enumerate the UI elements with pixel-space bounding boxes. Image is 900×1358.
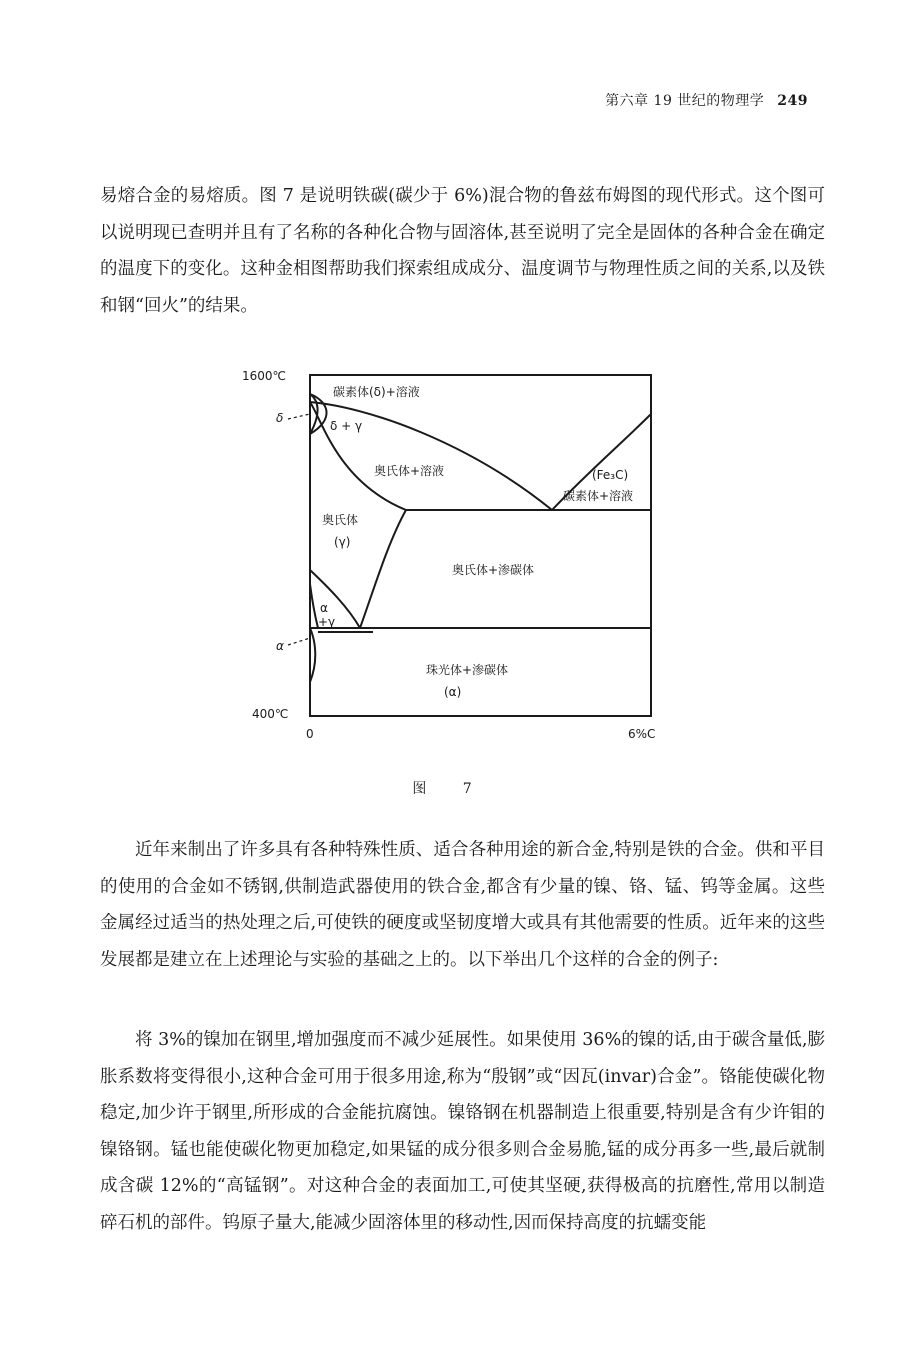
label-fe3c: (Fe₃C) xyxy=(592,468,629,482)
paragraph-intro: 易熔合金的易熔质。图 7 是说明铁碳(碳少于 6%)混合物的鲁兹布姆图的现代形式。这个图可以说明现已查明并且有了名称的各种化合物与固溶体,甚至说明了完全是固体的各种合金在确定的温度下的变化。这种金相图帮助我们探索组成成分、温度调节与物理性质之间的关系,以及铁和钢“回火”的结果。 xyxy=(100,186,825,316)
label-1600c: 1600℃ xyxy=(242,369,287,383)
label-alpha-paren: (α) xyxy=(444,685,462,699)
iron-carbon-phase-diagram xyxy=(238,362,678,742)
label-cementite-liquid: 碳素体+溶液 xyxy=(563,489,634,503)
label-alpha-marker: α xyxy=(276,639,284,653)
label-pearlite-cementite: 珠光体+渗碳体 xyxy=(426,663,509,677)
label-x-zero: 0 xyxy=(306,727,314,741)
label-x-6c: 6%C xyxy=(628,727,656,741)
label-austenite-cementite: 奥氏体+渗碳体 xyxy=(452,563,535,577)
phase-diagram-figure xyxy=(238,362,678,742)
label-400c: 400℃ xyxy=(252,707,289,721)
alpha-boundary-line xyxy=(310,584,318,628)
label-gamma: (γ) xyxy=(334,535,351,549)
label-delta-gamma: δ + γ xyxy=(330,419,363,433)
running-header xyxy=(605,90,808,110)
label-austenite: 奥氏体 xyxy=(322,513,359,527)
label-ferrite-liquid: 碳素体(δ)+溶液 xyxy=(333,385,420,399)
chapter-title: 第六章 19 世纪的物理学 xyxy=(605,93,765,109)
label-alpha-gamma: +γ xyxy=(318,615,336,629)
acm-line xyxy=(360,510,406,628)
paragraph-examples: 将 3%的镍加在钢里,增加强度而不减少延展性。如果使用 36%的镍的话,由于碳含量低,膨胀系数将变得很小,这种合金可用于很多用途,称为“殷钢”或“因瓦(invar)合金”。铬能使碳化物稳定,加少许于钢里,所形成的合金能抗腐蚀。镍铬钢在机器制造上很重要,特别是含有少许钼的镍铬钢。锰也能使碳化物更加稳定,如果锰的成分很多则合金易脆,锰的成分再多一些,最后就制成含碳 12%的“高锰钢”。对这种合金的表面加工,可使其坚硬,获得极高的抗磨性,常用以制造碎石机的部件。钨原子量大,能减少固溶体里的移动性,因而保持高度的抗蠕变能 xyxy=(100,1030,825,1233)
label-delta-marker: δ xyxy=(276,411,284,425)
alpha-leader xyxy=(288,638,310,645)
paragraph-alloys: 近年来制出了许多具有各种特殊性质、适合各种用途的新合金,特别是铁的合金。供和平目的使用的合金如不锈钢,供制造武器使用的铁合金,都含有少量的镍、铬、锰、钨等金属。这些金属经过适当的热处理之后,可使铁的硬度或坚韧度增大或具有其他需要的性质。近年来的这些发展都是建立在上述理论与实验的基础之上的。以下举出几个这样的合金的例子: xyxy=(100,840,825,970)
figure-caption: 图 7 xyxy=(412,781,488,797)
delta-loop-outer xyxy=(310,394,318,434)
label-austenite-liquid: 奥氏体+溶液 xyxy=(374,464,445,478)
delta-leader xyxy=(288,414,310,419)
label-alpha-region: α xyxy=(320,601,328,615)
page-number: 249 xyxy=(777,93,808,109)
